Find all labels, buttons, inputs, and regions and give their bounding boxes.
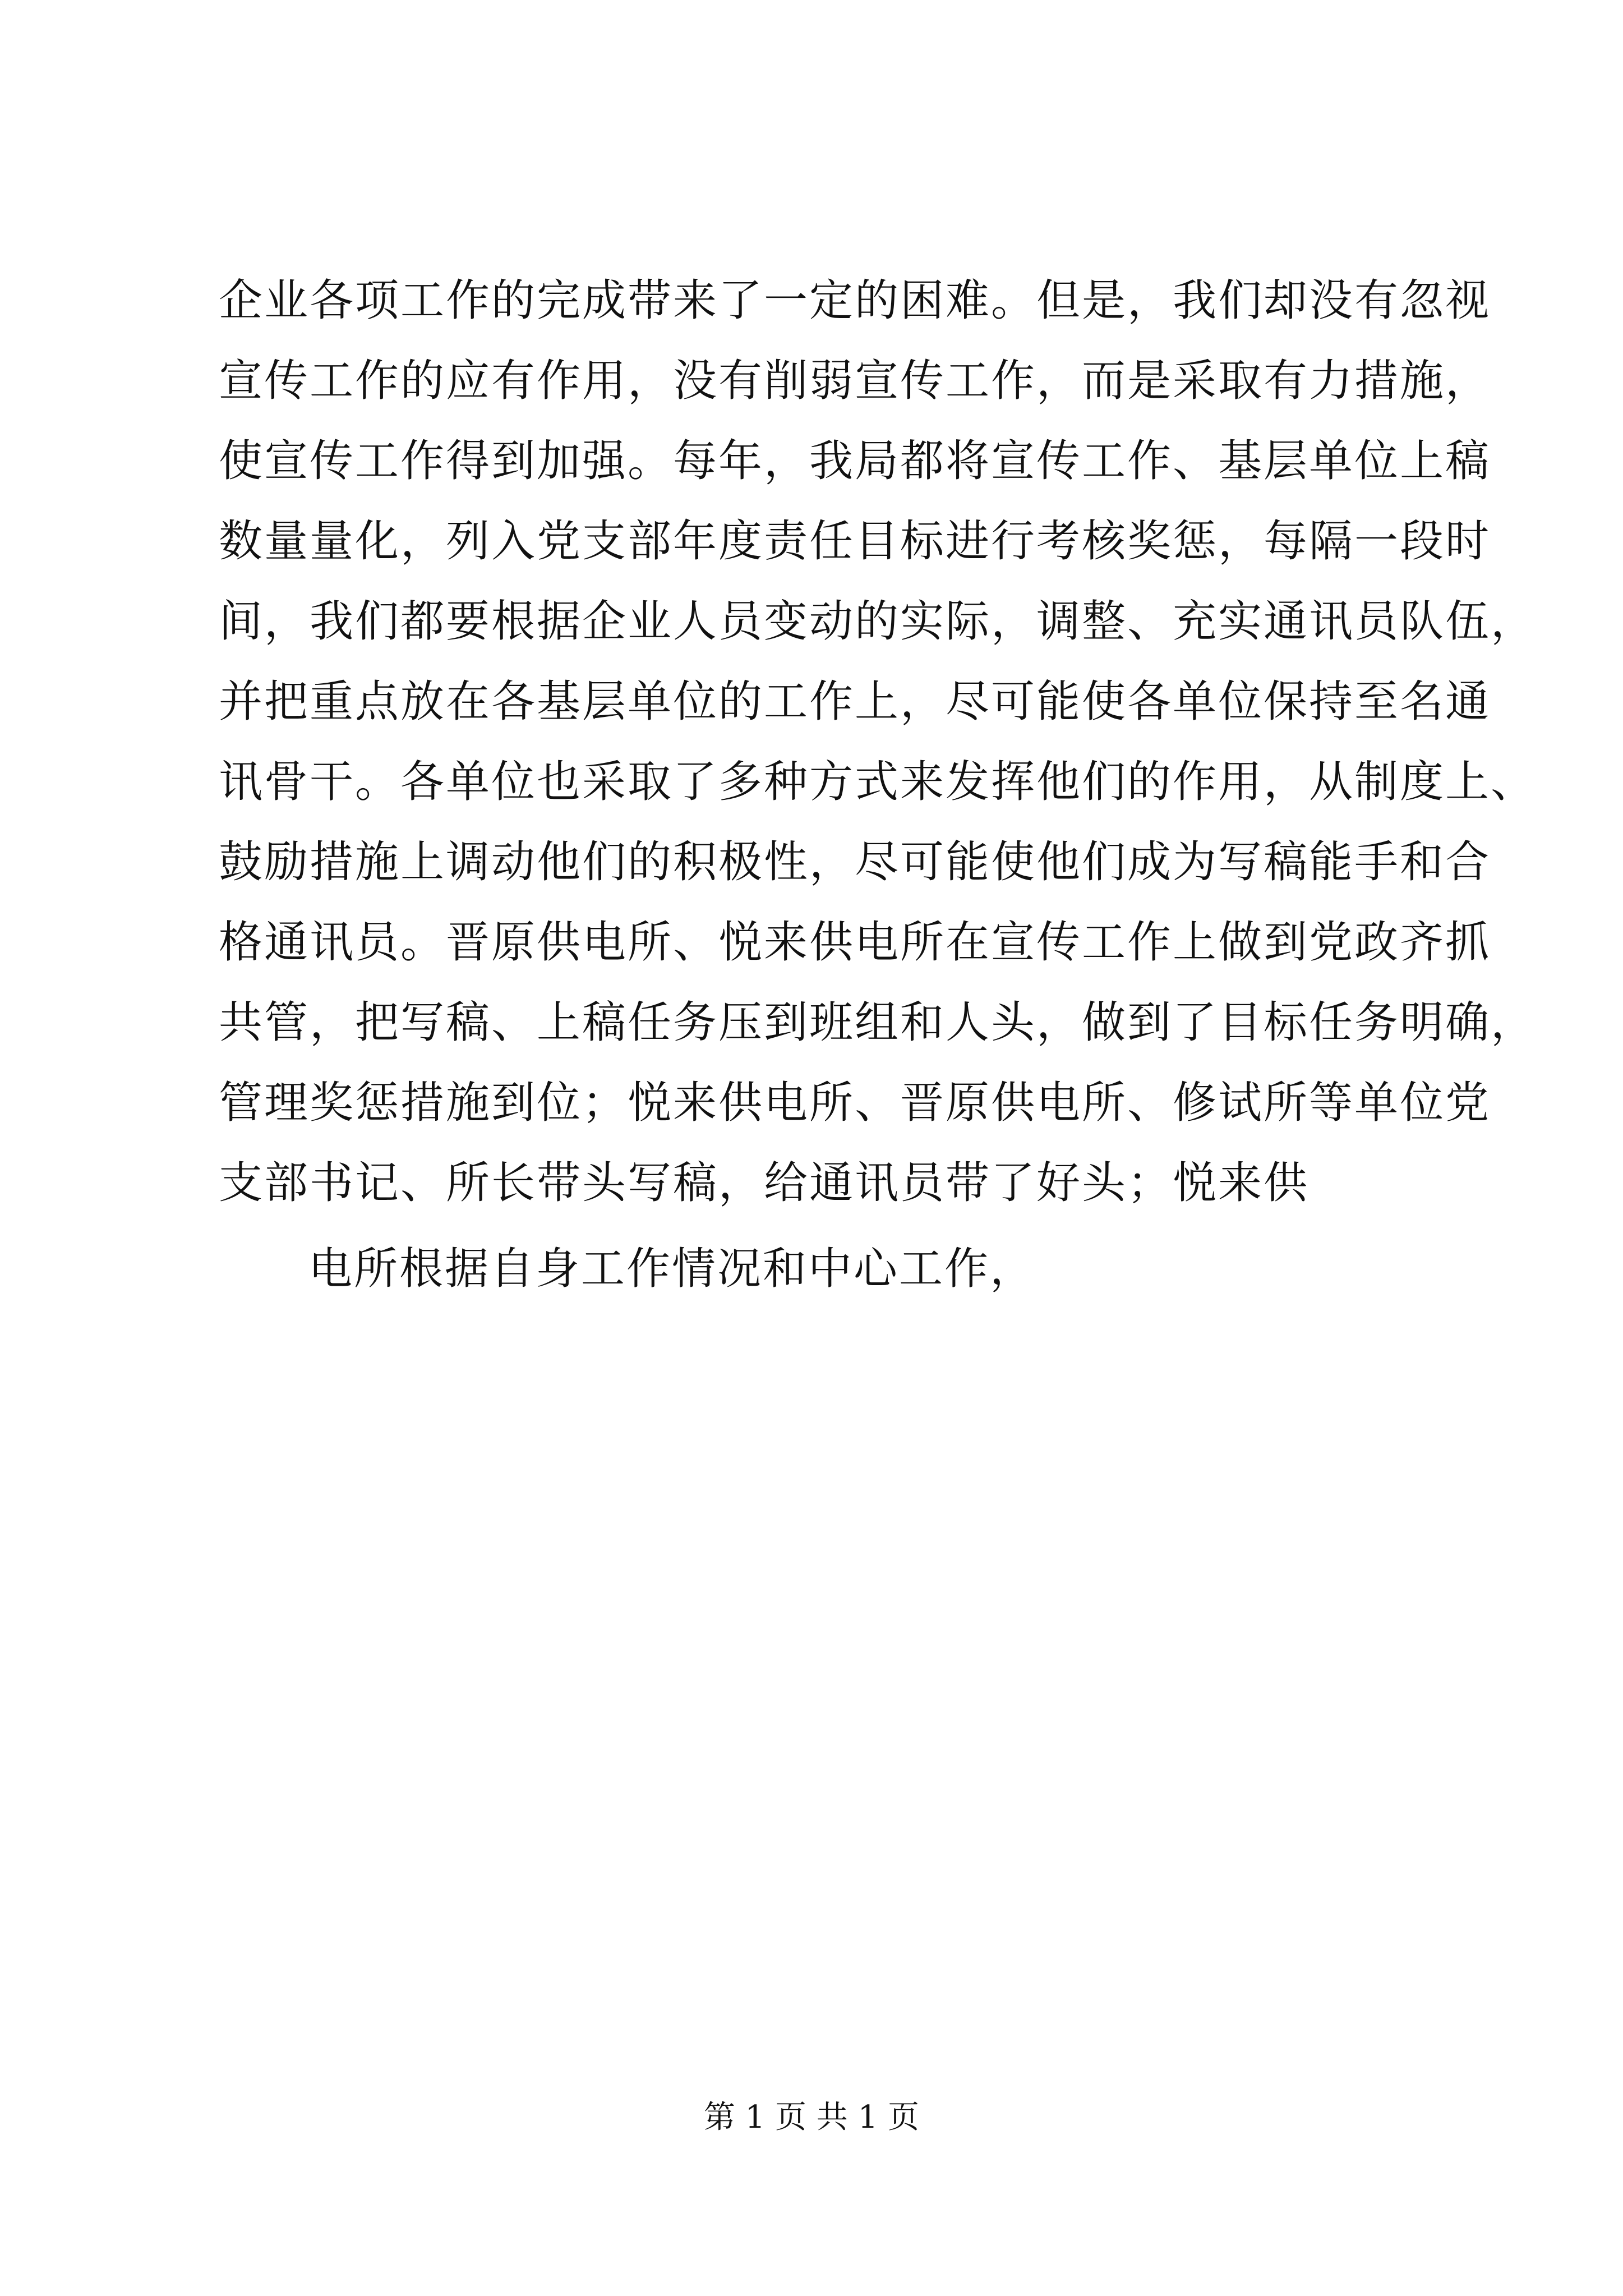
text-line: 鼓励措施上调动他们的积极性，尽可能使他们成为写稿能手和合 bbox=[219, 837, 1491, 887]
text-line: 支部书记、所长带头写稿，给通讯员带了好头；悦来供 bbox=[219, 1158, 1310, 1208]
text-line: 数量量化，列入党支部年度责任目标进行考核奖惩，每隔一段时 bbox=[219, 516, 1491, 567]
text-line: 管理奖惩措施到位；悦来供电所、晋原供电所、修试所等单位党 bbox=[219, 1078, 1491, 1128]
body-paragraph bbox=[219, 261, 1537, 1309]
page-number-footer: 第 1 页 共 1 页 bbox=[703, 2099, 920, 2136]
text-line: 间，我们都要根据企业人员变动的实际，调整、充实通讯员队伍， bbox=[219, 596, 1537, 647]
text-line: 企业各项工作的完成带来了一定的困难。但是，我们却没有忽视 bbox=[219, 275, 1491, 326]
text-line: 讯骨干。各单位也采取了多种方式来发挥他们的作用，从制度上、 bbox=[219, 757, 1537, 807]
indented-text-line: 电所根据自身工作情况和中心工作， bbox=[308, 1244, 1036, 1294]
text-line: 宣传工作的应有作用，没有削弱宣传工作，而是采取有力措施， bbox=[219, 356, 1491, 406]
text-line: 并把重点放在各基层单位的工作上，尽可能使各单位保持至名通 bbox=[219, 677, 1491, 727]
text-line: 使宣传工作得到加强。每年，我局都将宣传工作、基层单位上稿 bbox=[219, 436, 1491, 486]
text-line: 共管，把写稿、上稿任务压到班组和人头，做到了目标任务明确， bbox=[219, 997, 1537, 1048]
text-line: 格通讯员。晋原供电所、悦来供电所在宣传工作上做到党政齐抓 bbox=[219, 917, 1491, 968]
